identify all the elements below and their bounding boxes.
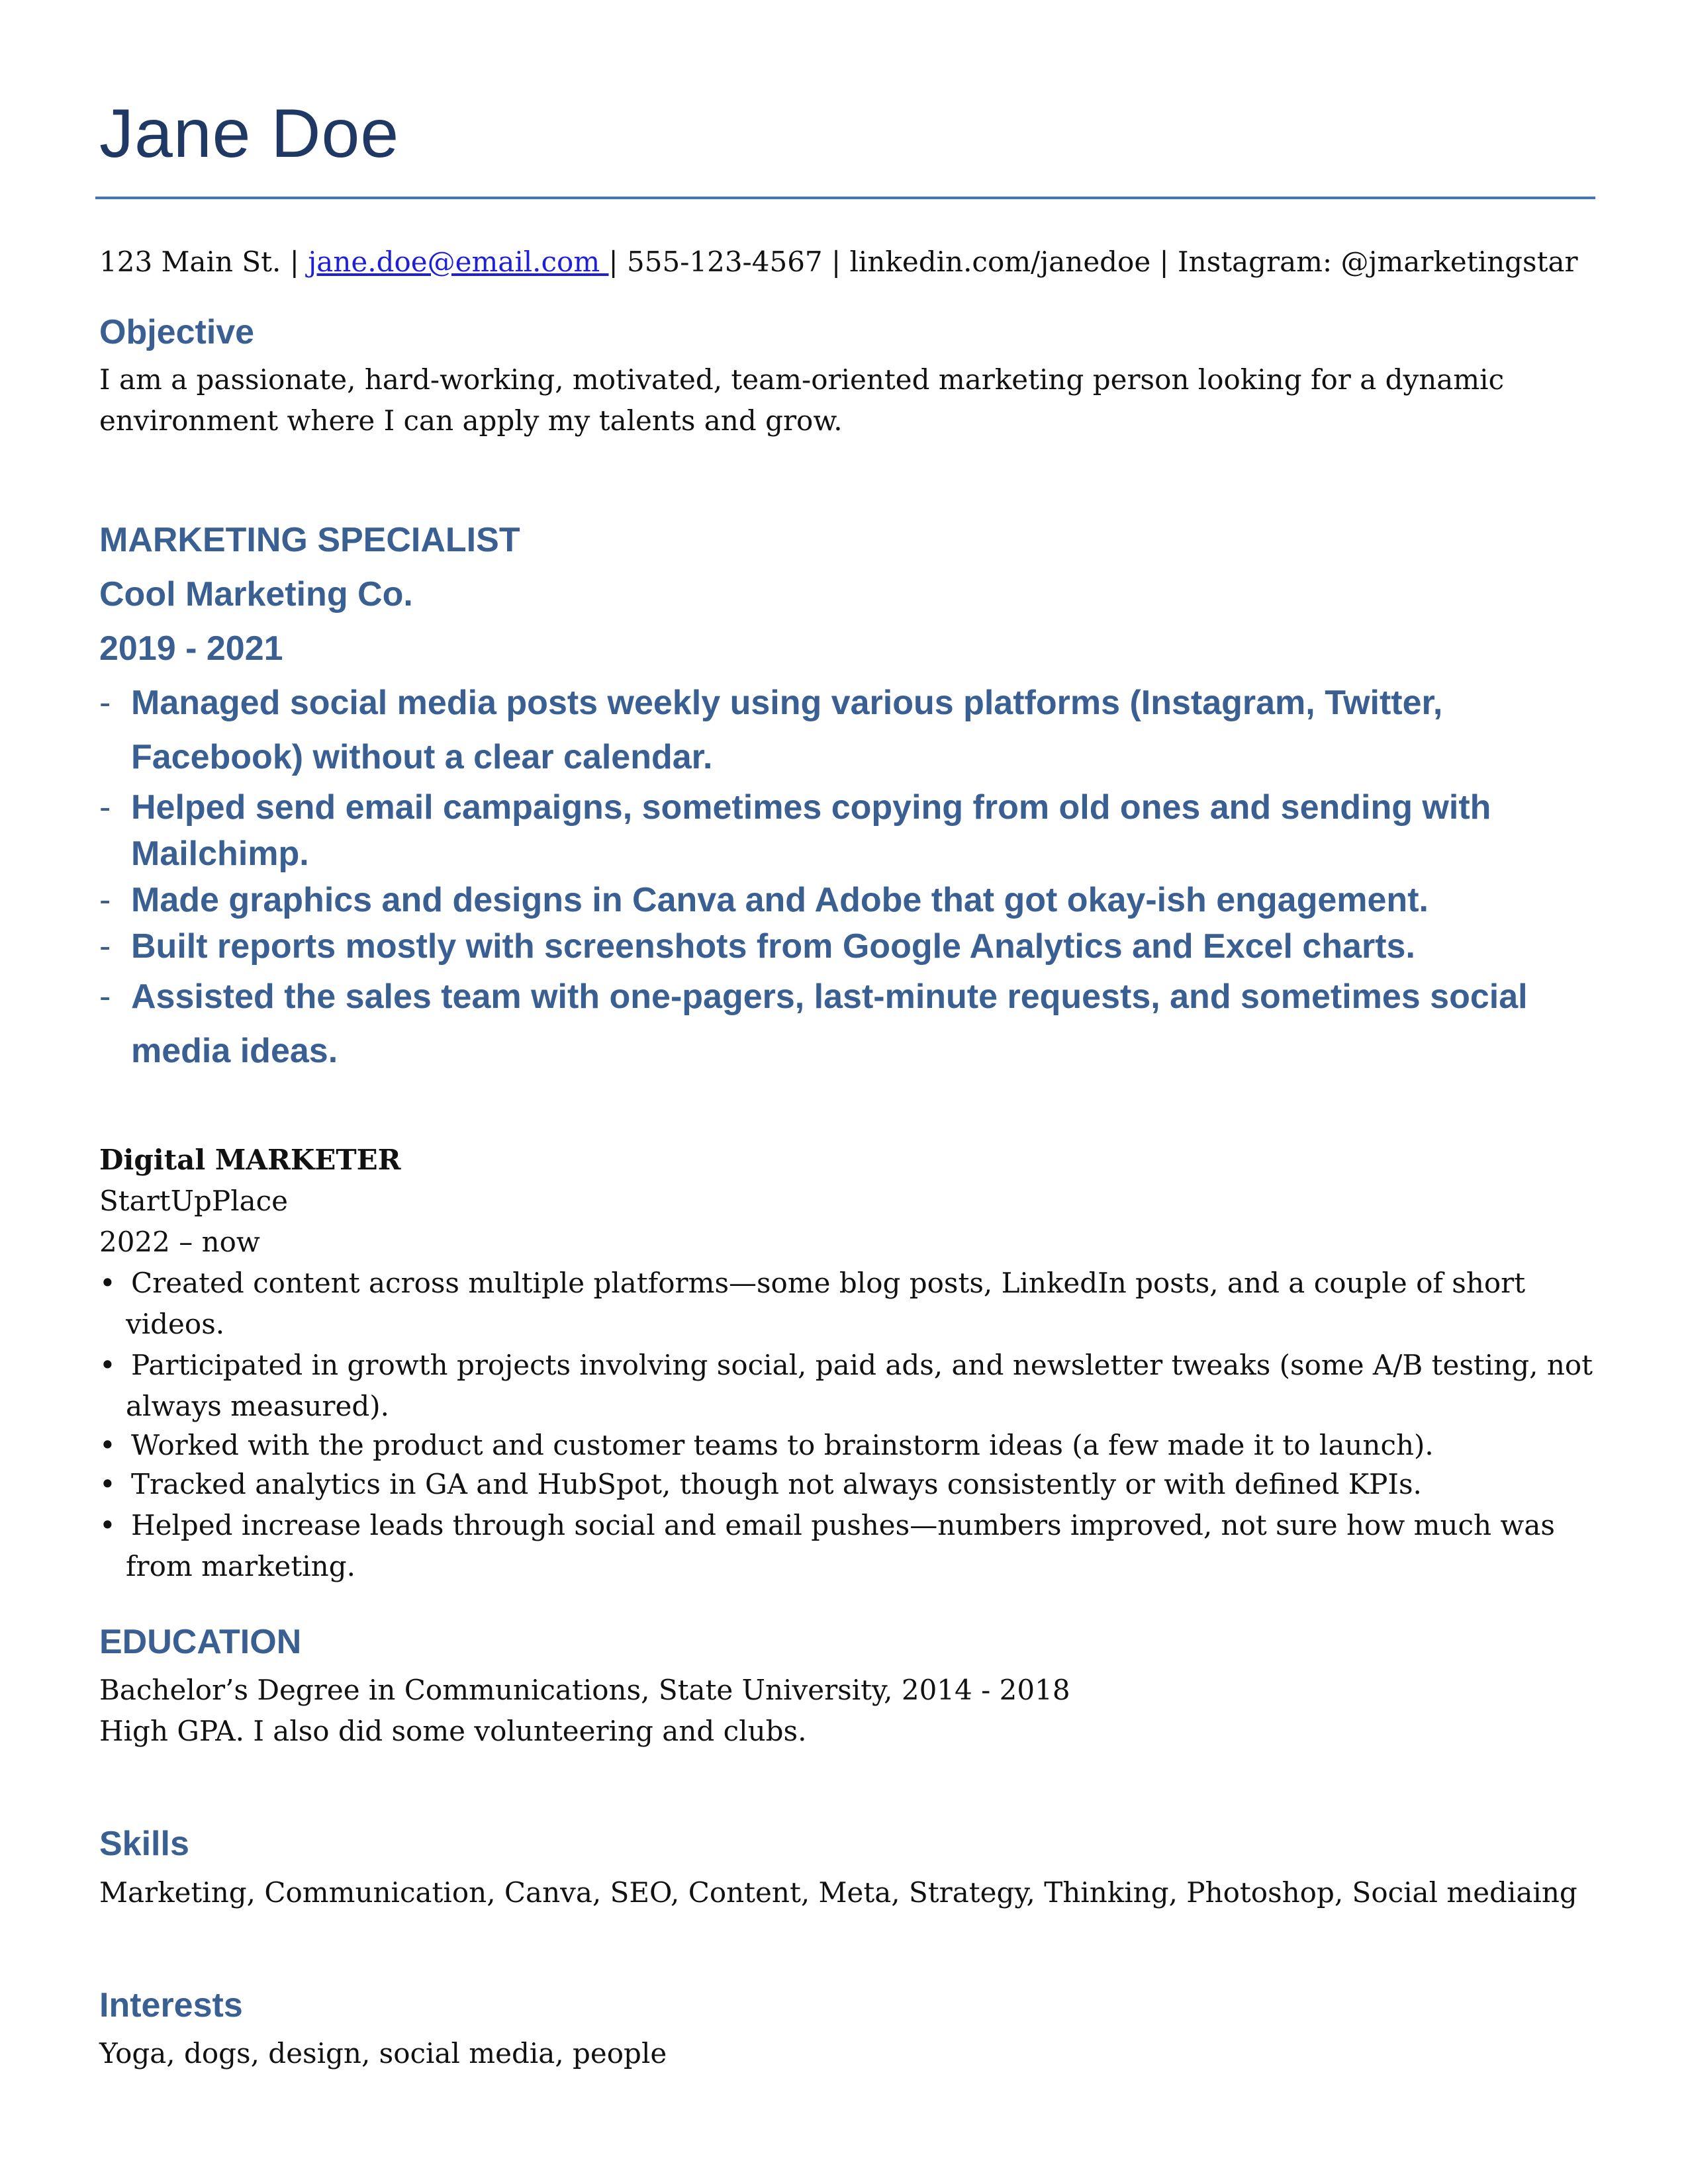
list-item	[99, 1345, 1595, 1427]
dash-marker: -	[99, 927, 111, 966]
job2-role: Digital MARKETER	[99, 1144, 401, 1176]
bullet-marker: •	[99, 1267, 116, 1299]
job-marketing-specialist	[99, 513, 1595, 1078]
list-item-text: Worked with the product and customer teams to brainstorm ideas (a few made it to launch).	[131, 1429, 1434, 1461]
list-item-text: Managed social media posts weekly using various platforms (Instagram, Twitter, Facebook) without a clear calendar.	[131, 684, 1443, 776]
bullet-marker: •	[99, 1429, 116, 1461]
list-item	[99, 676, 1595, 784]
list-item	[99, 1505, 1595, 1587]
contact-line	[99, 242, 1578, 282]
job1-role: MARKETING SPECIALIST	[99, 521, 520, 559]
list-item	[99, 877, 1595, 923]
list-item	[99, 970, 1595, 1078]
header-divider	[95, 197, 1595, 199]
list-item-text: Participated in growth projects involving social, paid ads, and newsletter tweaks (some A/B testing, not always measured).	[126, 1349, 1593, 1422]
bullet-marker: •	[99, 1509, 116, 1541]
job2-company: StartUpPlace	[99, 1185, 289, 1217]
candidate-name: Jane Doe	[99, 95, 400, 172]
skills-heading: Skills	[99, 1825, 189, 1863]
list-item-text: Created content across multiple platforms—some blog posts, LinkedIn posts, and a couple of short videos.	[126, 1267, 1526, 1340]
objective-text: I am a passionate, hard-working, motivated, team-oriented marketing person looking for a dynamic environment where I can apply my talents and grow.	[99, 363, 1505, 437]
job1-bullets	[99, 676, 1595, 1078]
skills-text: Marketing, Communication, Canva, SEO, Content, Meta, Strategy, Thinking, Photoshop, Social mediaing	[99, 1876, 1577, 1909]
list-item	[99, 1427, 1595, 1464]
bullet-marker: •	[99, 1349, 116, 1381]
objective-heading: Objective	[99, 313, 255, 351]
bullet-marker: •	[99, 1468, 116, 1500]
job2-bullets	[99, 1263, 1595, 1587]
contact-address: 123 Main St. |	[99, 246, 308, 278]
job1-dates: 2019 - 2021	[99, 629, 283, 668]
list-item-text: Tracked analytics in GA and HubSpot, though not always consistently or with defined KPIs.	[131, 1468, 1422, 1500]
list-item	[99, 923, 1595, 970]
education-heading: EDUCATION	[99, 1623, 302, 1661]
list-item-text: Made graphics and designs in Canva and Adobe that got okay-ish engagement.	[131, 881, 1429, 919]
job-digital-marketer	[99, 1140, 1595, 1587]
list-item-text: Assisted the sales team with one-pagers, last-minute requests, and sometimes social media ideas.	[131, 978, 1528, 1070]
job2-dates: 2022 – now	[99, 1226, 260, 1258]
contact-rest: | 555-123-4567 | linkedin.com/janedoe | Instagram: @jmarketingstar	[608, 246, 1578, 278]
dash-marker: -	[99, 881, 111, 919]
list-item-text: Helped send email campaigns, sometimes copying from old ones and sending with Mailchimp.	[131, 788, 1491, 873]
list-item	[99, 1263, 1595, 1345]
dash-marker: -	[99, 788, 111, 827]
list-item-text: Built reports mostly with screenshots from Google Analytics and Excel charts.	[131, 927, 1415, 966]
dash-marker: -	[99, 978, 111, 1016]
dash-marker: -	[99, 684, 111, 722]
education-note: High GPA. I also did some volunteering and clubs.	[99, 1715, 807, 1747]
list-item-text: Helped increase leads through social and email pushes—numbers improved, not sure how much was from marketing.	[126, 1509, 1555, 1582]
job1-company: Cool Marketing Co.	[99, 575, 413, 614]
interests-text: Yoga, dogs, design, social media, people	[99, 2037, 667, 2070]
contact-email-link[interactable]: jane.doe@email.com	[308, 246, 609, 278]
list-item	[99, 784, 1595, 877]
education-degree: Bachelor’s Degree in Communications, State University, 2014 - 2018	[99, 1674, 1070, 1706]
interests-heading: Interests	[99, 1986, 243, 2025]
list-item	[99, 1464, 1595, 1505]
